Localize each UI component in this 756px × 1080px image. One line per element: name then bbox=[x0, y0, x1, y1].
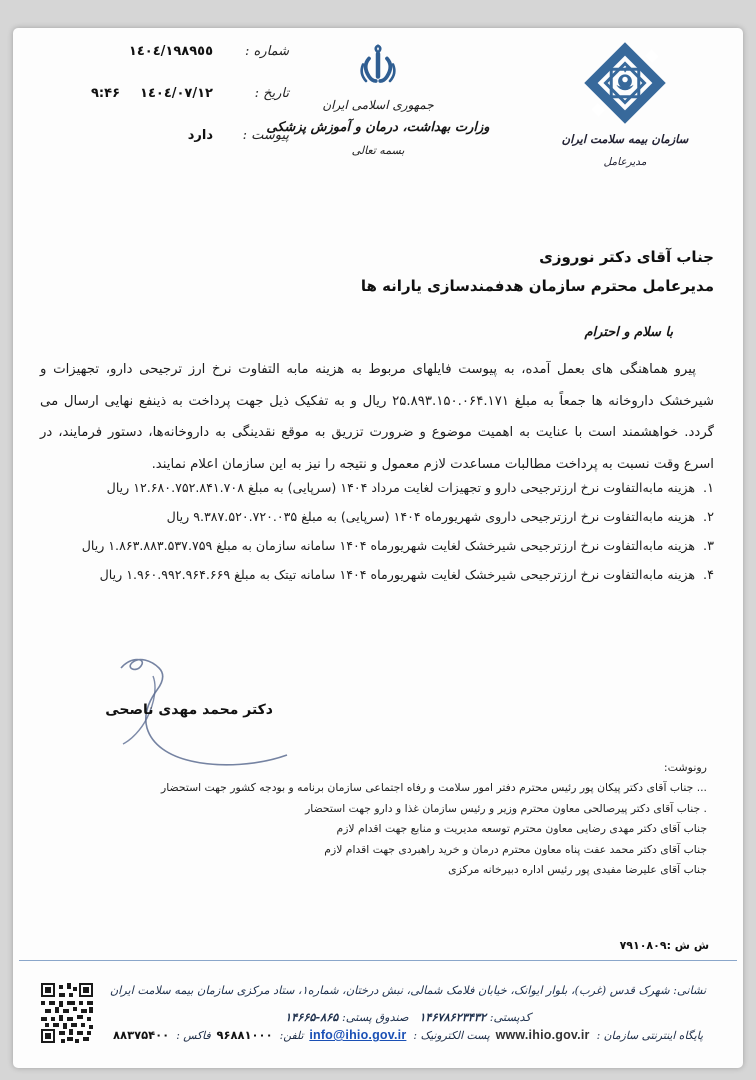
recipient-title: مدیرعامل محترم سازمان هدفمندسازی یارانه ها bbox=[360, 277, 714, 295]
cc-entry: جناب آقای دکتر مهدی رضایی معاون محترم توسعه مدیریت و منابع جهت اقدام لازم bbox=[336, 822, 707, 835]
signer-name: دکتر محمد مهدی ناصحی bbox=[105, 702, 273, 718]
recipient-block bbox=[42, 243, 714, 301]
besmeh-taali: بسمه تعالی bbox=[351, 144, 405, 157]
website-group bbox=[496, 1028, 703, 1042]
recipient-name: جناب آقای دکتر نوروزی bbox=[539, 248, 714, 266]
cost-item bbox=[40, 567, 714, 583]
website-link[interactable]: www.ihio.gov.ir bbox=[495, 1028, 590, 1042]
meta-attachment-row bbox=[39, 128, 289, 143]
email-label: پست الکترونیک : bbox=[413, 1028, 490, 1042]
cc-entry: جناب آقای علیرضا مفیدی پور رئیس اداره دبیرخانه مرکزی bbox=[448, 863, 707, 876]
iran-emblem-icon bbox=[355, 42, 401, 90]
org-role: مدیرعامل bbox=[603, 156, 647, 168]
number-value: ١٤٠٤/١٩٨٩٥٥ bbox=[128, 44, 213, 59]
country-title: جمهوری اسلامی ایران bbox=[322, 98, 434, 112]
attachment-label: پیوست : bbox=[242, 128, 289, 143]
address-text: نشانی: شهرک قدس (غرب)، بلوار ایوانک، خیابان فلامک شمالی، نبش درختان، شماره۱، ستاد مرکزی سازمان بیمه سلامت ایران bbox=[109, 984, 707, 997]
item-text: هزینه مابه‌التفاوت نرخ ارزترجیحی شیرخشک لغایت شهریورماه ۱۴۰۴ سامانه سازمان به مبلغ ۱.۸۶۳.۸۸۳.۵۳۷.۷۵۹ ریال bbox=[81, 538, 696, 553]
meta-number-row bbox=[39, 44, 289, 59]
date-label: تاریخ : bbox=[254, 86, 289, 101]
cost-item bbox=[40, 538, 714, 554]
item-text: هزینه مابه‌التفاوت نرخ ارزترجیحی شیرخشک لغایت شهریورماه ۱۴۰۴ سامانه تیتک به مبلغ ۱.۹۶۰.۹۹۲.۹۶۴.۶۶۹ ریال bbox=[99, 567, 696, 582]
postal-code-value: ۱۴۶۷۸۶۲۳۴۳۲ bbox=[419, 1010, 487, 1024]
time-value: ۹:۴۶ bbox=[91, 86, 121, 101]
fax-label: فاکس : bbox=[176, 1028, 211, 1042]
cc-entry: ... جناب آقای دکتر پیکان پور رئیس محترم دفتر امور سلامت و رفاه اجتماعی سازمان برنامه و بودجه کشور جهت استحضار bbox=[160, 781, 707, 794]
ministry-block bbox=[258, 42, 498, 157]
item-text: هزینه مابه‌التفاوت نرخ ارزترجیحی دارو و تجهیزات لغایت مرداد ۱۴۰۴ (سرپایی) به مبلغ ۱۲.۶۸۰.۷۵۲.۸۴۱.۷۰۸ ریال bbox=[106, 480, 696, 495]
contact-line bbox=[113, 1028, 703, 1042]
cc-label: رونوشت: bbox=[663, 761, 707, 774]
item-number: ۳. bbox=[703, 539, 714, 554]
cc-block bbox=[43, 761, 707, 881]
letter-body: پیرو هماهنگی های بعمل آمده، به پیوست فایلهای مربوط به هزینه مابه التفاوت نرخ ارز ترجیحی دارو، تجهیزات و شیرخشک داروخانه ها جمعاً به مبلغ ۲۵.۸۹۳.۱۵۰.۰۶۴.۱۷۱ ریال و به تفکیک ذیل جهت پرداخت به ذینفع نهایی ارسال می گردد. خواهشمند است با عنایت به اهمیت موضوع و ضرورت تزریق به موقع نقدینگی به داروخانه‌ها، دستور فرمایند، در اسرع وقت نسبت به پرداخت مطالبات مساعدت لازم معمول و نتیجه را نیز به این سازمان اعلام نمایند. bbox=[40, 362, 715, 472]
ihio-logo-icon bbox=[582, 40, 668, 126]
number-label: شماره : bbox=[245, 44, 289, 59]
letter-page bbox=[13, 28, 743, 1068]
phone-value: ۹۶۸۸۱۰۰۰ bbox=[216, 1028, 273, 1042]
signature-block bbox=[73, 646, 303, 776]
date-value: ١٤٠٤/٠٧/١٢ bbox=[140, 86, 213, 101]
cc-entry: جناب آقای دکتر محمد عفت پناه معاون محترم درمان و خرید راهبردی جهت اقدام لازم bbox=[324, 842, 707, 856]
item-text: هزینه مابه‌التفاوت نرخ ارزترجیحی داروی شهریورماه ۱۴۰۴ (سرپایی) به مبلغ ۹.۳۸۷.۵۲۰.۷۲۰.۰۳۵ ریال bbox=[166, 509, 696, 524]
org-name: سازمان بیمه سلامت ایران bbox=[561, 132, 689, 146]
email-link[interactable]: info@ihio.gov.ir bbox=[309, 1028, 407, 1042]
tracking-serial: ش ش :۷۹۱۰۸۰۹ bbox=[619, 939, 709, 952]
website-label: پایگاه اینترنتی سازمان : bbox=[596, 1028, 703, 1042]
phone-label: تلفن: bbox=[279, 1028, 304, 1042]
postal-code-label: کدپستی: bbox=[489, 1011, 531, 1024]
po-box-value: ۱۴۶۶۵-۸۶۵ bbox=[285, 1010, 339, 1024]
cc-entry: . جناب آقای دکتر پیرصالحی معاون محترم وزیر و رئیس سازمان غذا و دارو جهت استحضار bbox=[305, 801, 707, 815]
item-number: ۴. bbox=[703, 568, 714, 583]
item-number: ۲. bbox=[703, 510, 714, 525]
ihio-logo-block bbox=[535, 40, 715, 168]
fax-value: ۸۸۳۷۵۴۰۰ bbox=[113, 1028, 170, 1042]
salutation: با سلام و احترام bbox=[584, 325, 673, 340]
phone-group bbox=[216, 1028, 303, 1042]
letter-meta bbox=[39, 44, 289, 170]
address-line bbox=[103, 978, 713, 1031]
attachment-value: دارد bbox=[187, 128, 213, 143]
fax-group bbox=[113, 1028, 211, 1042]
meta-date-row bbox=[39, 86, 289, 101]
footer-divider bbox=[19, 960, 737, 961]
qr-code bbox=[41, 983, 93, 1043]
cost-items-list bbox=[40, 480, 714, 596]
cost-item bbox=[40, 480, 714, 496]
item-number: ۱. bbox=[703, 481, 714, 496]
ministry-title: وزارت بهداشت، درمان و آموزش پزشکی bbox=[266, 120, 490, 135]
email-group bbox=[309, 1028, 489, 1042]
cost-item bbox=[40, 509, 714, 525]
po-box-label: صندوق پستی: bbox=[341, 1011, 409, 1024]
